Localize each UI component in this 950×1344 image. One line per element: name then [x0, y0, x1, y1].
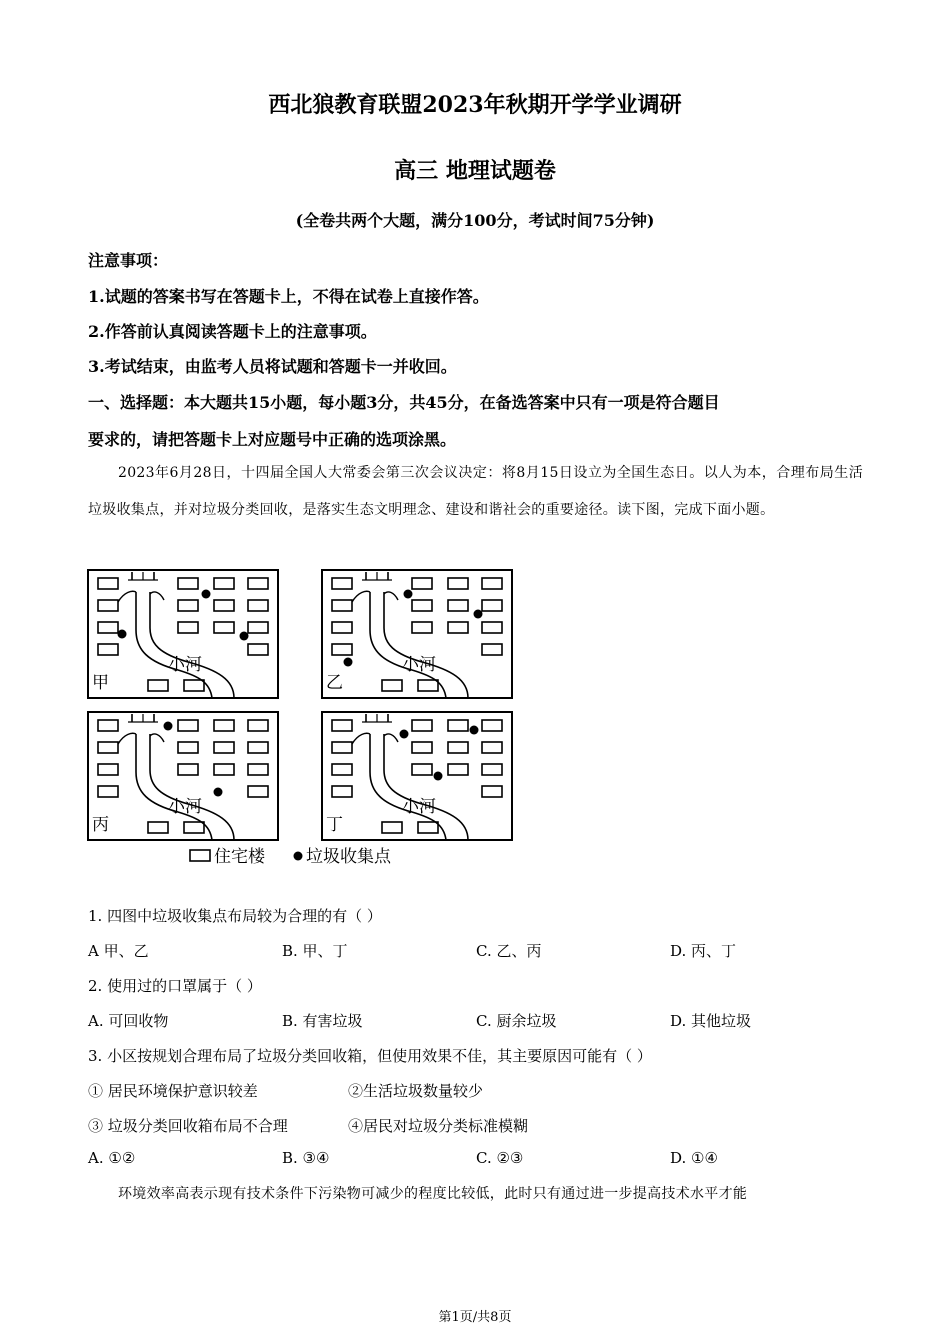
question-1: 1. 四图中垃圾收集点布局较为合理的有（ ）	[88, 907, 382, 925]
section-heading-line1: 一、选择题：本大题共15小题，每小题3分，共45分，在备选答案中只有一项是符合题目	[88, 393, 720, 412]
legend-building: 住宅楼	[214, 847, 265, 867]
notice-item: 1.试题的答案书写在答题卡上，不得在试卷上直接作答。	[88, 287, 489, 306]
q1-option-c: C. 乙、丙	[476, 942, 542, 960]
legend-point: 垃圾收集点	[306, 847, 391, 867]
q2-option-d: D. 其他垃圾	[670, 1012, 752, 1030]
panel-label: 乙	[326, 673, 343, 693]
q3-option-b: B. ③④	[282, 1149, 330, 1167]
river-label: 小河	[402, 655, 436, 675]
q2-option-b: B. 有害垃圾	[282, 1012, 363, 1030]
map-panel-bing	[88, 712, 278, 840]
q3-statement-4: ④居民对垃圾分类标准模糊	[348, 1117, 529, 1135]
passage-ecology: 2023年6月28日，十四届全国人大常委会第三次会议决定：将8月15日设立为全国生态日。以人为本，合理布局生活垃圾收集点，并对垃圾分类回收，是落实生态文明理念、建设和谐社会的重要途径。读下图，完成下面小题。	[88, 465, 863, 518]
panel-label: 丁	[326, 815, 343, 835]
q3-option-a: A. ①②	[88, 1149, 136, 1167]
river-label: 小河	[402, 797, 436, 817]
panel-label: 甲	[92, 673, 109, 693]
q3-statement-2: ②生活垃圾数量较少	[348, 1082, 484, 1100]
notice-heading: 注意事项：	[88, 251, 169, 270]
q1-option-a: A 甲、乙	[88, 942, 149, 960]
notice-item: 3.考试结束，由监考人员将试题和答题卡一并收回。	[88, 357, 457, 376]
garbage-point-map-figure	[86, 566, 526, 878]
q3-option-c: C. ②③	[476, 1149, 524, 1167]
q2-option-a: A. 可回收物	[88, 1012, 169, 1030]
notice-item: 2.作答前认真阅读答题卡上的注意事项。	[88, 322, 377, 341]
exam-title: 西北狼教育联盟2023年秋期开学学业调研	[268, 92, 682, 118]
q2-option-c: C. 厨余垃圾	[476, 1012, 557, 1030]
q1-option-d: D. 丙、丁	[670, 942, 737, 960]
exam-note: (全卷共两个大题，满分100分，考试时间75分钟)	[295, 211, 655, 230]
q3-statement-3: ③ 垃圾分类回收箱布局不合理	[88, 1117, 288, 1135]
page-footer: 第1页/共8页	[438, 1310, 512, 1325]
river-label: 小河	[168, 797, 202, 817]
q3-option-d: D. ①④	[670, 1149, 718, 1167]
panel-label: 丙	[92, 815, 109, 835]
exam-subtitle: 高三 地理试题卷	[394, 158, 556, 184]
map-panel-jia	[88, 570, 278, 698]
figure-legend	[190, 847, 392, 867]
q3-statement-1: ① 居民环境保护意识较差	[88, 1082, 258, 1100]
q1-option-b: B. 甲、丁	[282, 942, 348, 960]
river-label: 小河	[168, 655, 202, 675]
map-panel-yi	[322, 570, 512, 698]
map-panel-ding	[322, 712, 512, 840]
passage-environment-efficiency: 环境效率高表示现有技术条件下污染物可减少的程度比较低，此时只有通过进一步提高技术水平才能	[118, 1186, 748, 1202]
question-2: 2. 使用过的口罩属于（ ）	[88, 977, 262, 995]
section-heading-line2: 要求的，请把答题卡上对应题号中正确的选项涂黑。	[88, 430, 457, 449]
question-3: 3. 小区按规划合理布局了垃圾分类回收箱，但使用效果不佳，其主要原因可能有（ ）	[88, 1047, 652, 1065]
